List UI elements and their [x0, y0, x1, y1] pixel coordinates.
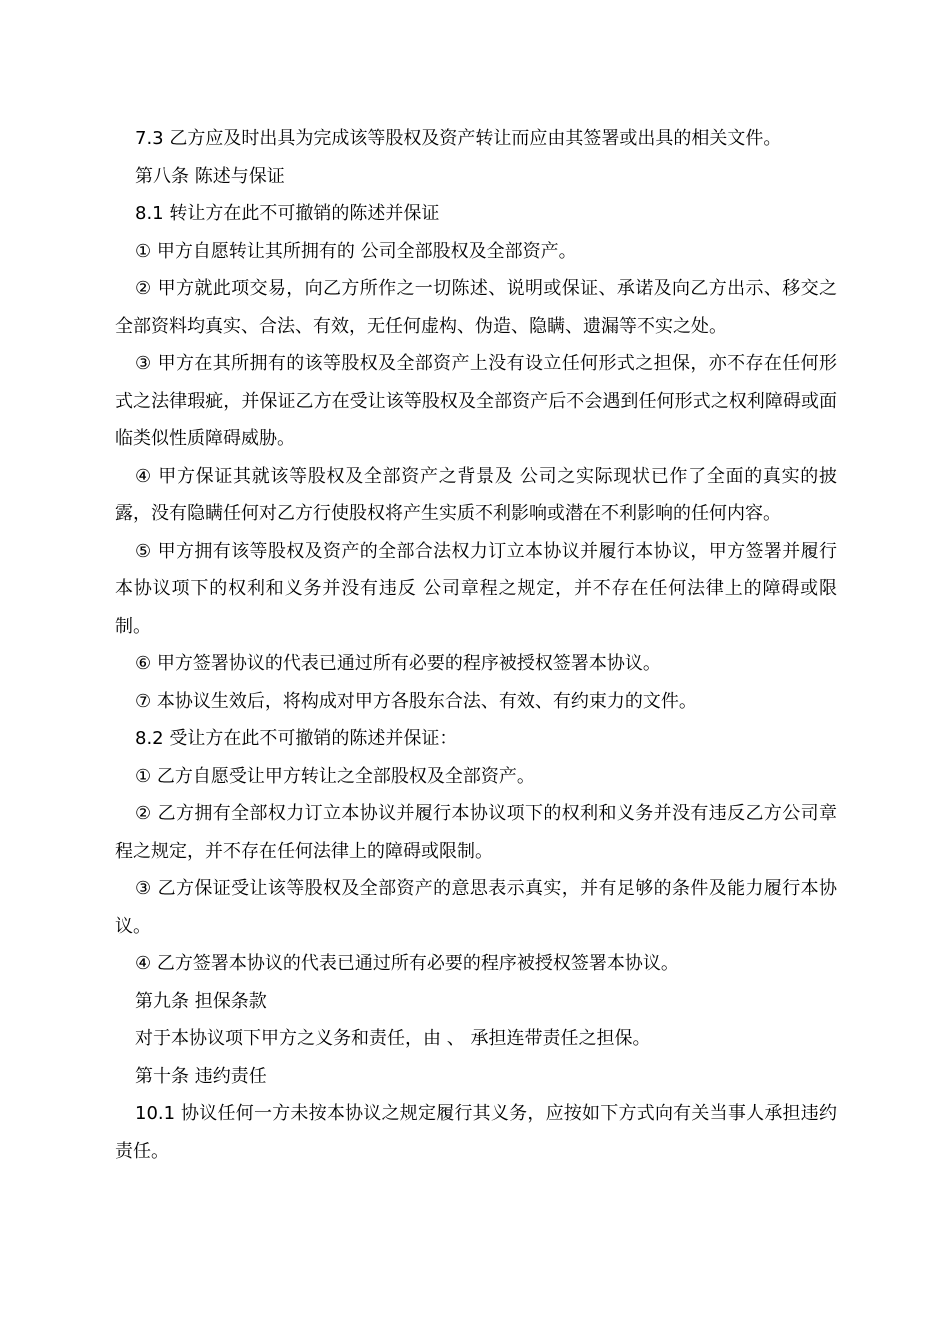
clause-8-1-item-4: ④ 甲方保证其就该等股权及全部资产之背景及 公司之实际现状已作了全面的真实的披露，没有隐瞒任何对乙方行使股权将产生实质不利影响或潜在不利影响的任何内容。 [115, 465, 837, 524]
clause-8-1: 8.1 转让方在此不可撤销的陈述并保证 [135, 203, 440, 224]
clause-10-1: 10.1 协议任何一方未按本协议之规定履行其义务，应按如下方式向有关当事人承担违约责任。 [115, 1103, 837, 1162]
clause-8-2-item-1: ① 乙方自愿受让甲方转让之全部股权及全部资产。 [135, 765, 535, 787]
clause-8-1-item-5: ⑤ 甲方拥有该等股权及资产的全部合法权力订立本协议并履行本协议，甲方签署并履行本协议项下的权利和义务并没有违反 公司章程之规定，并不存在任何法律上的障碍或限制。 [115, 540, 837, 637]
clause-8-1-item-2: ② 甲方就此项交易，向乙方所作之一切陈述、说明或保证、承诺及向乙方出示、移交之全部资料均真实、合法、有效，无任何虚构、伪造、隐瞒、遗漏等不实之处。 [115, 278, 837, 337]
clause-8-2: 8.2 受让方在此不可撤销的陈述并保证： [135, 728, 458, 749]
clause-8-2-item-3: ③ 乙方保证受让该等股权及全部资产的意思表示真实，并有足够的条件及能力履行本协议。 [115, 878, 837, 937]
clause-8-1-item-7: ⑦ 本协议生效后，将构成对甲方各股东合法、有效、有约束力的文件。 [135, 690, 697, 712]
document-body [115, 120, 837, 1170]
clause-8-1-item-6: ⑥ 甲方签署协议的代表已通过所有必要的程序被授权签署本协议。 [135, 653, 661, 674]
clause-8-1-item-1: ① 甲方自愿转让其所拥有的 公司全部股权及全部资产。 [135, 240, 577, 262]
article-9-heading: 第九条 担保条款 [135, 990, 267, 1012]
article-9-body: 对于本协议项下甲方之义务和责任，由 、 承担连带责任之担保。 [135, 1028, 651, 1049]
article-8-heading: 第八条 陈述与保证 [135, 165, 285, 187]
clause-8-2-item-4: ④ 乙方签署本协议的代表已通过所有必要的程序被授权签署本协议。 [135, 953, 679, 974]
clause-7-3: 7.3 乙方应及时出具为完成该等股权及资产转让而应由其签署或出具的相关文件。 [135, 128, 782, 149]
clause-8-1-item-3: ③ 甲方在其所拥有的该等股权及全部资产上没有设立任何形式之担保，亦不存在任何形式之法律瑕疵，并保证乙方在受让该等股权及全部资产后不会遇到任何形式之权利障碍或面临类似性质障碍威胁。 [115, 353, 837, 449]
article-10-heading: 第十条 违约责任 [135, 1065, 267, 1087]
clause-8-2-item-2: ② 乙方拥有全部权力订立本协议并履行本协议项下的权利和义务并没有违反乙方公司章程之规定，并不存在任何法律上的障碍或限制。 [115, 803, 837, 862]
